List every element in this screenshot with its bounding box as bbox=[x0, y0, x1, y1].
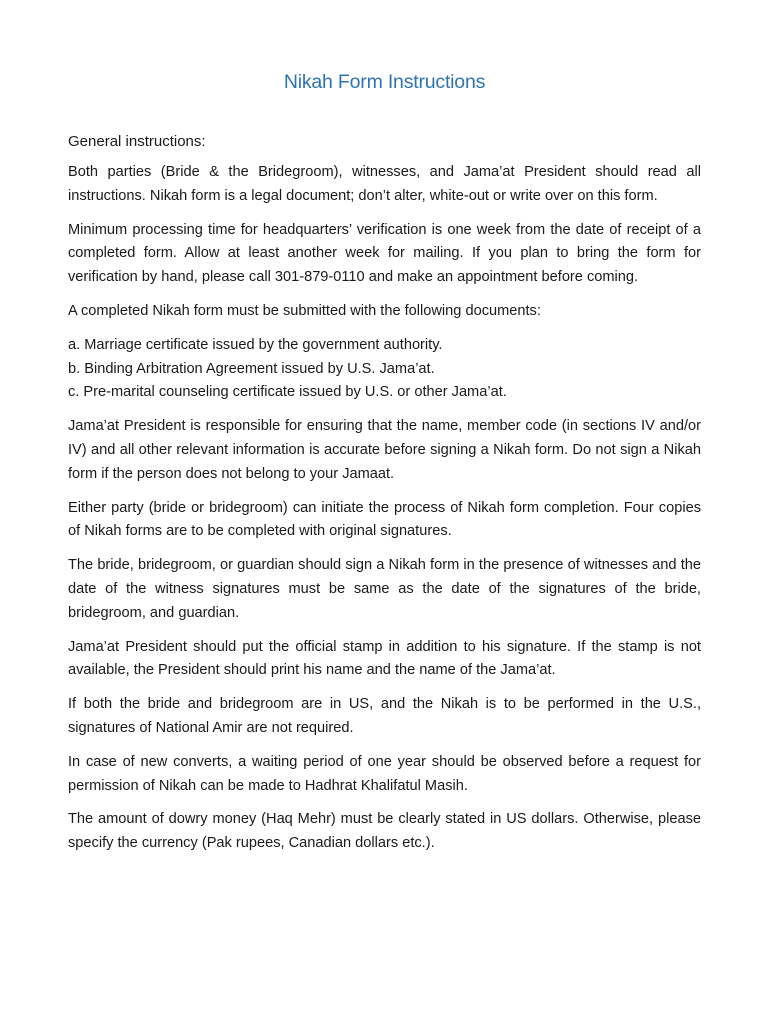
list-item: a. Marriage certificate issued by the government authority. bbox=[68, 336, 443, 353]
paragraph-new-converts: In case of new converts, a waiting period of one year should be observed before a request for permission of Nikah can be made to Hadhrat Khalifatul Masih. bbox=[68, 753, 701, 794]
paragraph-dowry: The amount of dowry money (Haq Mehr) must be clearly stated in US dollars. Otherwise, please specify the currency (Pak rupees, Canadian dollars etc.). bbox=[68, 811, 701, 852]
page-title: Nikah Form Instructions bbox=[283, 71, 486, 93]
documents-list bbox=[68, 334, 701, 405]
section-heading: General instructions: bbox=[68, 133, 206, 150]
paragraph-required-documents: A completed Nikah form must be submitted with the following documents: bbox=[68, 302, 541, 319]
document-page bbox=[68, 66, 701, 866]
paragraph-signatures: The bride, bridegroom, or guardian should sign a Nikah form in the presence of witnesses and the date of the witness signatures must be same as the date of the signatures of the bride, bridegroom, and guardian. bbox=[68, 557, 701, 621]
list-item: c. Pre-marital counseling certificate issued by U.S. or other Jama’at. bbox=[68, 384, 507, 401]
paragraph-president-responsibility: Jama’at President is responsible for ensuring that the name, member code (in sections IV and/or IV) and all other relevant information is accurate before signing a Nikah form. Do not sign a Nikah form if the person does not belong to your Jamaat. bbox=[68, 418, 701, 482]
paragraph-official-stamp: Jama’at President should put the official stamp in addition to his signature. If the stamp is not available, the President should print his name and the name of the Jama’at. bbox=[68, 638, 701, 679]
paragraph-read-instructions: Both parties (Bride & the Bridegroom), witnesses, and Jama’at President should read all instructions. Nikah form is a legal document; don’t alter, white-out or write over on this form. bbox=[68, 164, 701, 204]
paragraph-national-amir: If both the bride and bridegroom are in US, and the Nikah is to be performed in the U.S., signatures of National Amir are not required. bbox=[68, 696, 701, 736]
paragraph-initiate-process: Either party (bride or bridegroom) can initiate the process of Nikah form completion. Four copies of Nikah forms are to be completed with original signatures. bbox=[68, 499, 701, 540]
list-item: b. Binding Arbitration Agreement issued by U.S. Jama’at. bbox=[68, 360, 435, 377]
paragraph-processing-time: Minimum processing time for headquarters’ verification is one week from the date of receipt of a completed form. Allow at least another week for mailing. If you plan to bring the form for verification by hand, please call 301-879-0110 and make an appointment before coming. bbox=[68, 221, 701, 286]
